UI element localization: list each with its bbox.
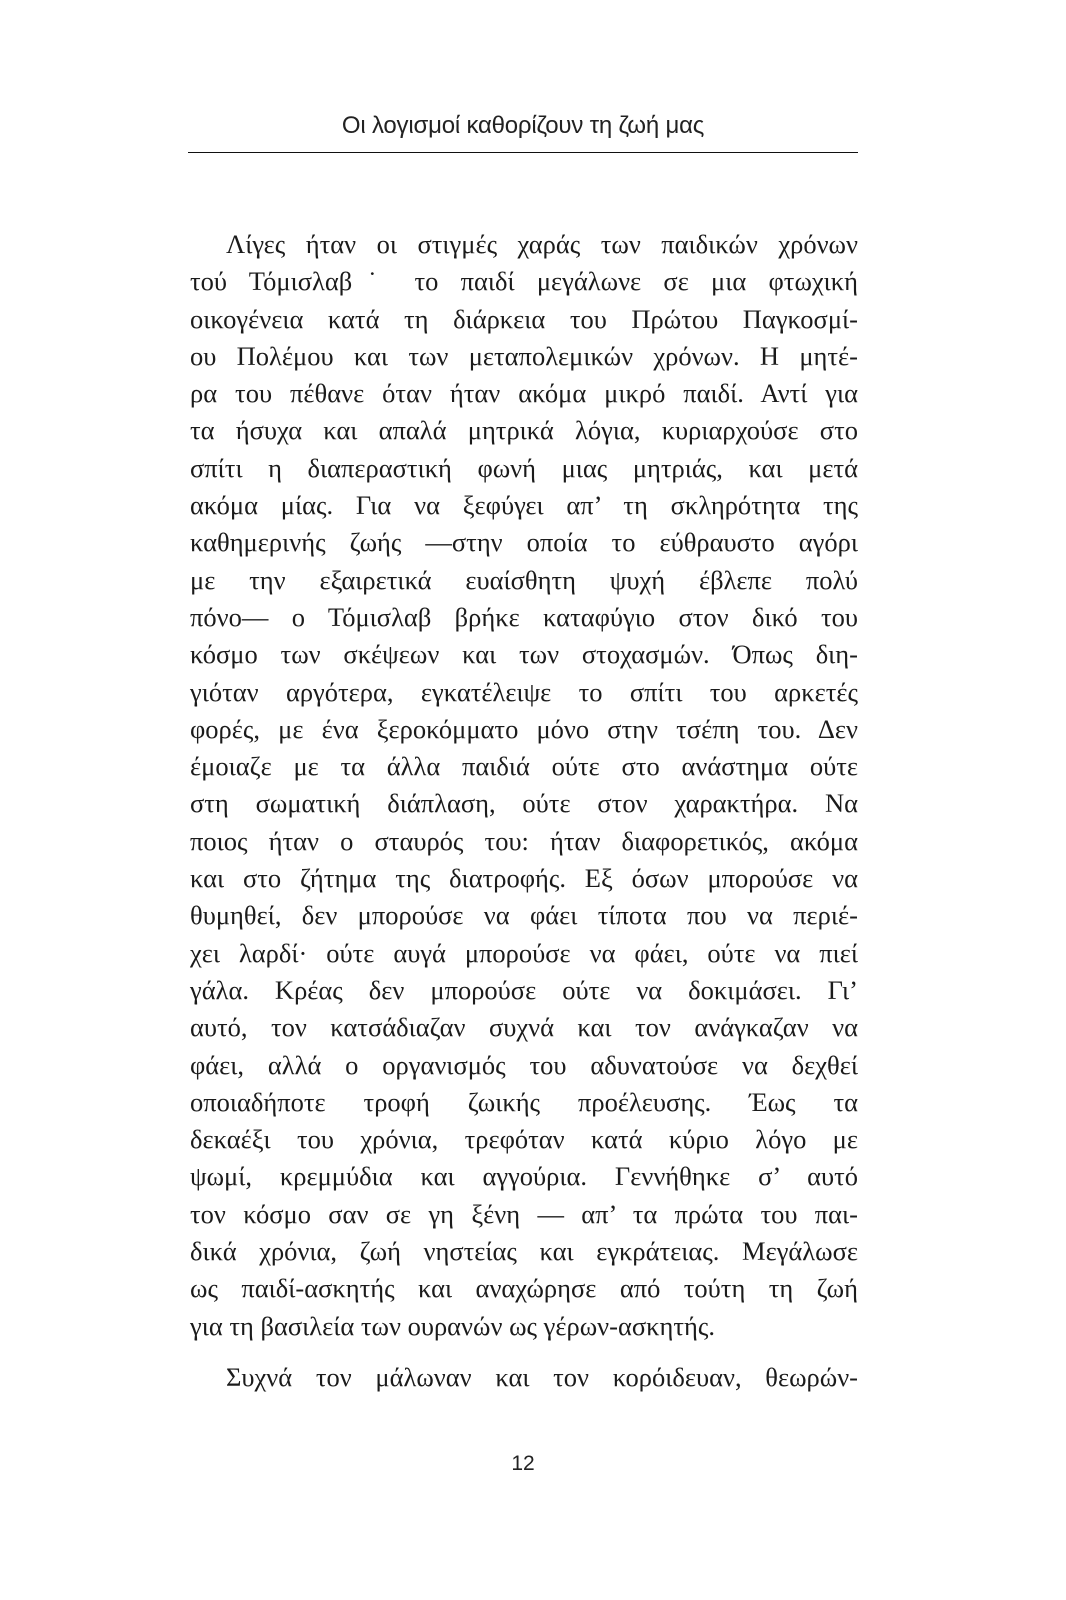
text-line: έμοιαζε με τα άλλα παιδιά ούτε στο ανάστημα ούτε [190, 751, 858, 782]
text-line: φορές, με ένα ξεροκόμματο μόνο στην τσέπη του. Δεν [190, 713, 858, 744]
text-line: ως παιδί-ασκητής και αναχώρησε από τούτη τη ζωή [190, 1273, 858, 1304]
text-line: γιόταν αργότερα, εγκατέλειψε το σπίτι του αρκετές [190, 676, 858, 707]
text-line: αυτό, τον κατσάδιαζαν συχνά και τον ανάγκαζαν να [190, 1012, 858, 1043]
text-line: Λίγες ήταν οι στιγμές χαράς των παιδικών χρόνων [226, 229, 858, 259]
text-line: πόνο— ο Τόμισλαβ βρήκε καταφύγιο στον δικό του [190, 601, 858, 632]
text-line: με την εξαιρετικά ευαίσθητη ψυχή έβλεπε πολύ [190, 564, 858, 595]
text-line: δικά χρόνια, ζωή νηστείας και εγκράτειας. Μεγάλωσε [190, 1236, 858, 1267]
paragraph-2 [190, 1359, 858, 1396]
text-line: τον κόσμο σαν σε γη ξένη — απ’ τα πρώτα του παι- [190, 1198, 858, 1229]
running-title: Οι λογισμοί καθορίζουν τη ζωή μας [341, 112, 705, 139]
text-line: οικογένεια κατά τη διάρκεια του Πρώτου Παγκοσμί- [190, 303, 858, 334]
page-number: 12 [511, 1452, 535, 1475]
text-line: φάει, αλλά ο οργανισμός του αδυνατούσε να δεχθεί [190, 1049, 858, 1080]
text-line: στη σωματική διάπλαση, ούτε στον χαρακτήρα. Να [190, 788, 858, 819]
text-line: και στο ζήτημα της διατροφής. Εξ όσων μπορούσε να [190, 863, 858, 894]
header-rule [188, 152, 858, 153]
text-line: ακόμα μίας. Για να ξεφύγει απ’ τη σκληρότητα της [190, 490, 858, 521]
text-line: τα ήσυχα και απαλά μητρικά λόγια, κυριαρχούσε στο [190, 415, 858, 446]
text-line: καθημερινής ζωής —στην οποία το εύθραυστο αγόρι [190, 527, 858, 558]
text-line: για τη βασιλεία των ουρανών ως γέρων-ασκητής. [190, 1310, 715, 1341]
text-line: χει λαρδί· ούτε αυγά μπορούσε να φάει, ούτε να πιεί [190, 937, 858, 968]
text-line: γάλα. Κρέας δεν μπορούσε ούτε να δοκιμάσει. Γι’ [190, 974, 858, 1005]
text-line: ποιος ήταν ο σταυρός του: ήταν διαφορετικός, ακόμα [190, 825, 858, 856]
text-line: κόσμο των σκέψεων και των στοχασμών. Όπως διη- [190, 639, 858, 670]
text-line: τού Τόμισλαβ˙ το παιδί μεγάλωνε σε μια φτωχική [190, 266, 858, 297]
paragraph-1 [190, 226, 858, 1345]
text-line: ρα του πέθανε όταν ήταν ακόμα μικρό παιδί. Αντί για [190, 378, 858, 409]
text-line: ου Πολέμου και των μεταπολεμικών χρόνων. Η μητέ- [190, 340, 858, 371]
body-text [190, 226, 858, 1396]
text-line: θυμηθεί, δεν μπορούσε να φάει τίποτα που να περιέ- [190, 900, 858, 931]
text-line: Συχνά τον μάλωναν και τον κορόιδευαν, θεωρών- [226, 1361, 858, 1392]
text-line: σπίτι η διαπεραστική φωνή μιας μητριάς, και μετά [190, 452, 858, 483]
text-line: οποιαδήποτε τροφή ζωικής προέλευσης. Έως τα [190, 1086, 858, 1117]
text-line: δεκαέξι του χρόνια, τρεφόταν κατά κύριο λόγο με [190, 1124, 858, 1155]
text-line: ψωμί, κρεμμύδια και αγγούρια. Γεννήθηκε σ’ αυτό [190, 1161, 858, 1192]
